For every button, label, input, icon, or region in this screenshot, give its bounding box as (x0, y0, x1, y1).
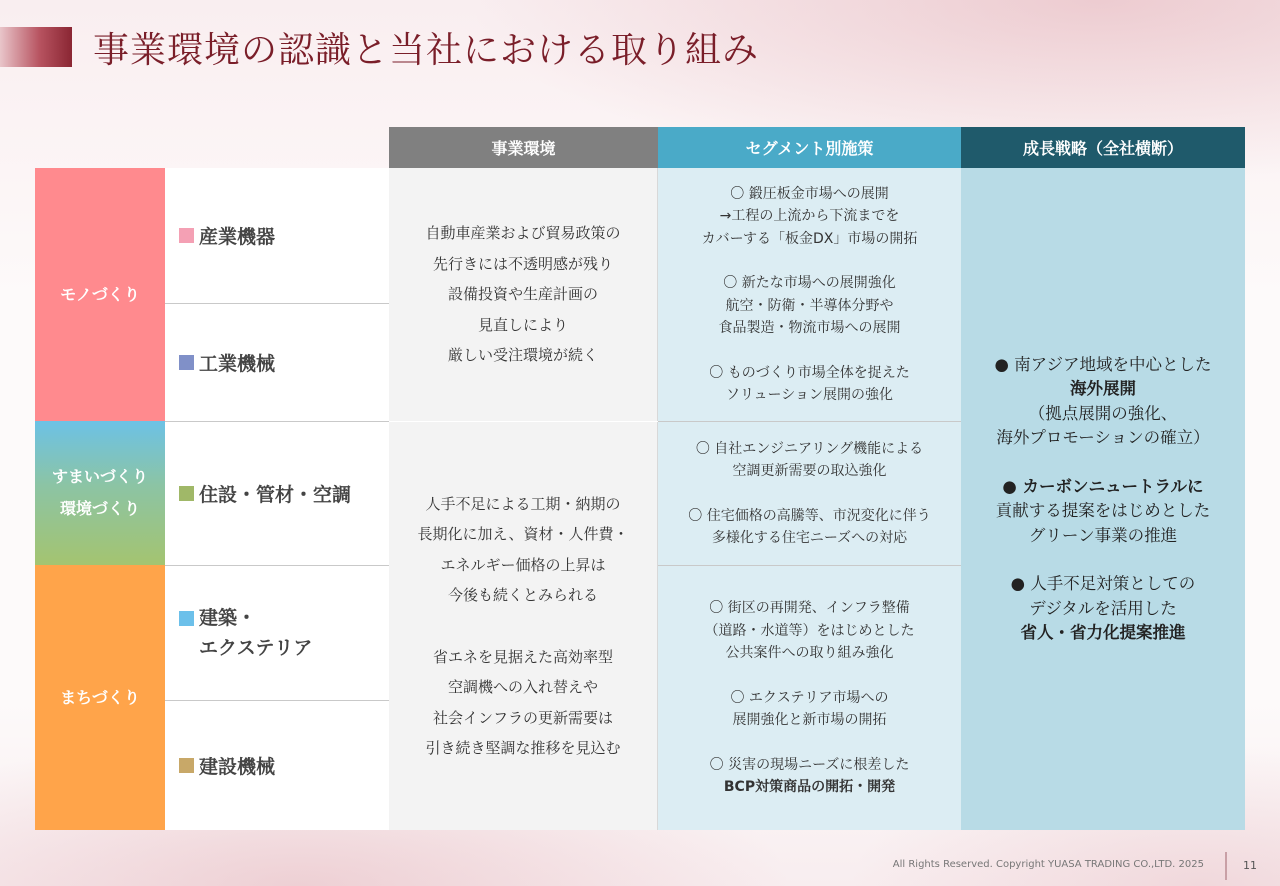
env-line: 今後も続くとみられる (447, 586, 598, 604)
measure-line: 公共案件への取り組み強化 (725, 645, 894, 662)
segment-machinery (165, 303, 389, 421)
divider (165, 565, 389, 566)
segment-housing (165, 421, 389, 565)
tan-square-icon (179, 758, 194, 773)
measure-line: BCP対策商品の開拓・開発 (723, 779, 896, 796)
strategy-line: ● 人手不足対策としての (1010, 574, 1196, 593)
measure-line: カバーする「板金DX」市場の開拓 (701, 230, 918, 247)
env-line: 厳しい受注環境が続く (447, 346, 598, 365)
category-sumaizukuri (35, 421, 165, 565)
env-line: 設備投資や生産計画の (447, 285, 598, 304)
env-line: 見直しにより (477, 315, 568, 334)
divider (165, 700, 389, 701)
environment-sumai-machi (389, 422, 658, 830)
environment-monozukuri (389, 168, 658, 421)
page-number: 11 (1243, 859, 1257, 872)
measure-line: 〇 自社エンジニアリング機能による (695, 440, 924, 457)
category-monozukuri (35, 168, 165, 421)
measure-line: 〇 新たな市場への展開強化 (723, 275, 896, 291)
env-line: 自動車産業および貿易政策の (425, 224, 621, 243)
measure-line: 〇 街区の再開発、インフラ整備 (709, 600, 910, 617)
segment-label: 住設・管材・空調 (199, 483, 352, 506)
measure-line: 〇 住宅価格の高騰等、市況変化に伴う (688, 507, 931, 524)
measure-line: 展開強化と新市場の開拓 (732, 712, 887, 729)
strategy-line: 海外展開 (1069, 379, 1136, 398)
segment-architecture (165, 565, 389, 700)
segment-industrial-equipment (165, 168, 389, 303)
measure-line: 航空・防衛・半導体分野や (725, 297, 894, 314)
strategy-line: 省人・省力化提案推進 (1020, 623, 1186, 642)
env-line: 省エネを見据えた高効率型 (432, 647, 613, 666)
strategy-line: 貢献する提案をはじめとした (995, 501, 1211, 520)
measure-line: 多様化する住宅ニーズへの対応 (711, 530, 908, 546)
env-line: 長期化に加え、資材・人件費・ (417, 525, 629, 543)
env-line: 空調機への入れ替えや (447, 678, 598, 696)
env-line: 社会インフラの更新需要は (432, 708, 613, 727)
strategy-line: グリーン事業の推進 (1028, 525, 1178, 545)
measure-line: （道路・水道等）をはじめとした (704, 622, 915, 639)
measure-line: ソリューション展開の強化 (725, 387, 893, 403)
segment-label: 工業機械 (199, 352, 276, 375)
segment-label: 建設機械 (199, 755, 276, 778)
page-title: 事業環境の認識と当社における取り組み (93, 30, 760, 71)
pink-square-icon (179, 228, 194, 243)
category-machizukuri-label: まちづくり (60, 687, 140, 707)
measure-line: 空調更新需要の取込強化 (732, 463, 887, 479)
lightblue-square-icon (179, 611, 194, 626)
divider (165, 421, 389, 422)
strategy-line: デジタルを活用した (1029, 598, 1177, 618)
measures-machizukuri (658, 566, 961, 830)
segment-label-2: エクステリア (199, 636, 313, 659)
segment-label: 産業機器 (199, 226, 276, 248)
measure-line: 〇 エクステリア市場への (730, 689, 889, 706)
measure-line: 〇 ものづくり市場全体を捉えた (709, 364, 910, 381)
env-line: 先行きには不透明感が残り (432, 254, 613, 273)
header-environment: 事業環境 (389, 127, 658, 168)
strategy-line: （拠点展開の強化、 (1028, 403, 1178, 423)
footer-divider (1225, 852, 1227, 880)
segment-label-1: 建築・ (199, 606, 257, 629)
env-line: 引き続き堅調な推移を見込む (425, 739, 621, 757)
strategy-line: ● 南アジア地域を中心とした (994, 354, 1212, 374)
measure-line: 〇 災害の現場ニーズに根差した (709, 756, 910, 773)
segment-construction-machinery (165, 700, 389, 830)
category-machizukuri (35, 565, 165, 830)
measure-line: →工程の上流から下流までを (719, 208, 900, 224)
title-accent-bar (0, 27, 72, 67)
growth-strategy (961, 168, 1245, 830)
category-sumai-label-1: すまいづくり (51, 467, 148, 486)
measure-line: 〇 鍛圧板金市場への展開 (730, 185, 889, 202)
env-line: エネルギー価格の上昇は (440, 555, 606, 574)
strategy-line: 海外プロモーションの確立） (996, 428, 1210, 447)
env-line: 人手不足による工期・納期の (425, 494, 621, 513)
measures-monozukuri (658, 168, 961, 421)
green-square-icon (179, 486, 194, 501)
copyright-footer: All Rights Reserved. Copyright YUASA TRADING CO.,LTD. 2025 (892, 859, 1204, 870)
blue-square-icon (179, 355, 194, 370)
category-monozukuri-label: モノづくり (60, 284, 140, 304)
header-growth-strategy: 成長戦略（全社横断） (961, 127, 1245, 168)
measures-sumai (658, 422, 961, 565)
header-segment-measures: セグメント別施策 (658, 127, 961, 168)
measure-line: 食品製造・物流市場への展開 (718, 320, 901, 336)
divider (165, 303, 389, 304)
strategy-line: ● カーボンニュートラルに (1002, 476, 1204, 496)
category-sumai-label-2: 環境づくり (59, 499, 140, 518)
